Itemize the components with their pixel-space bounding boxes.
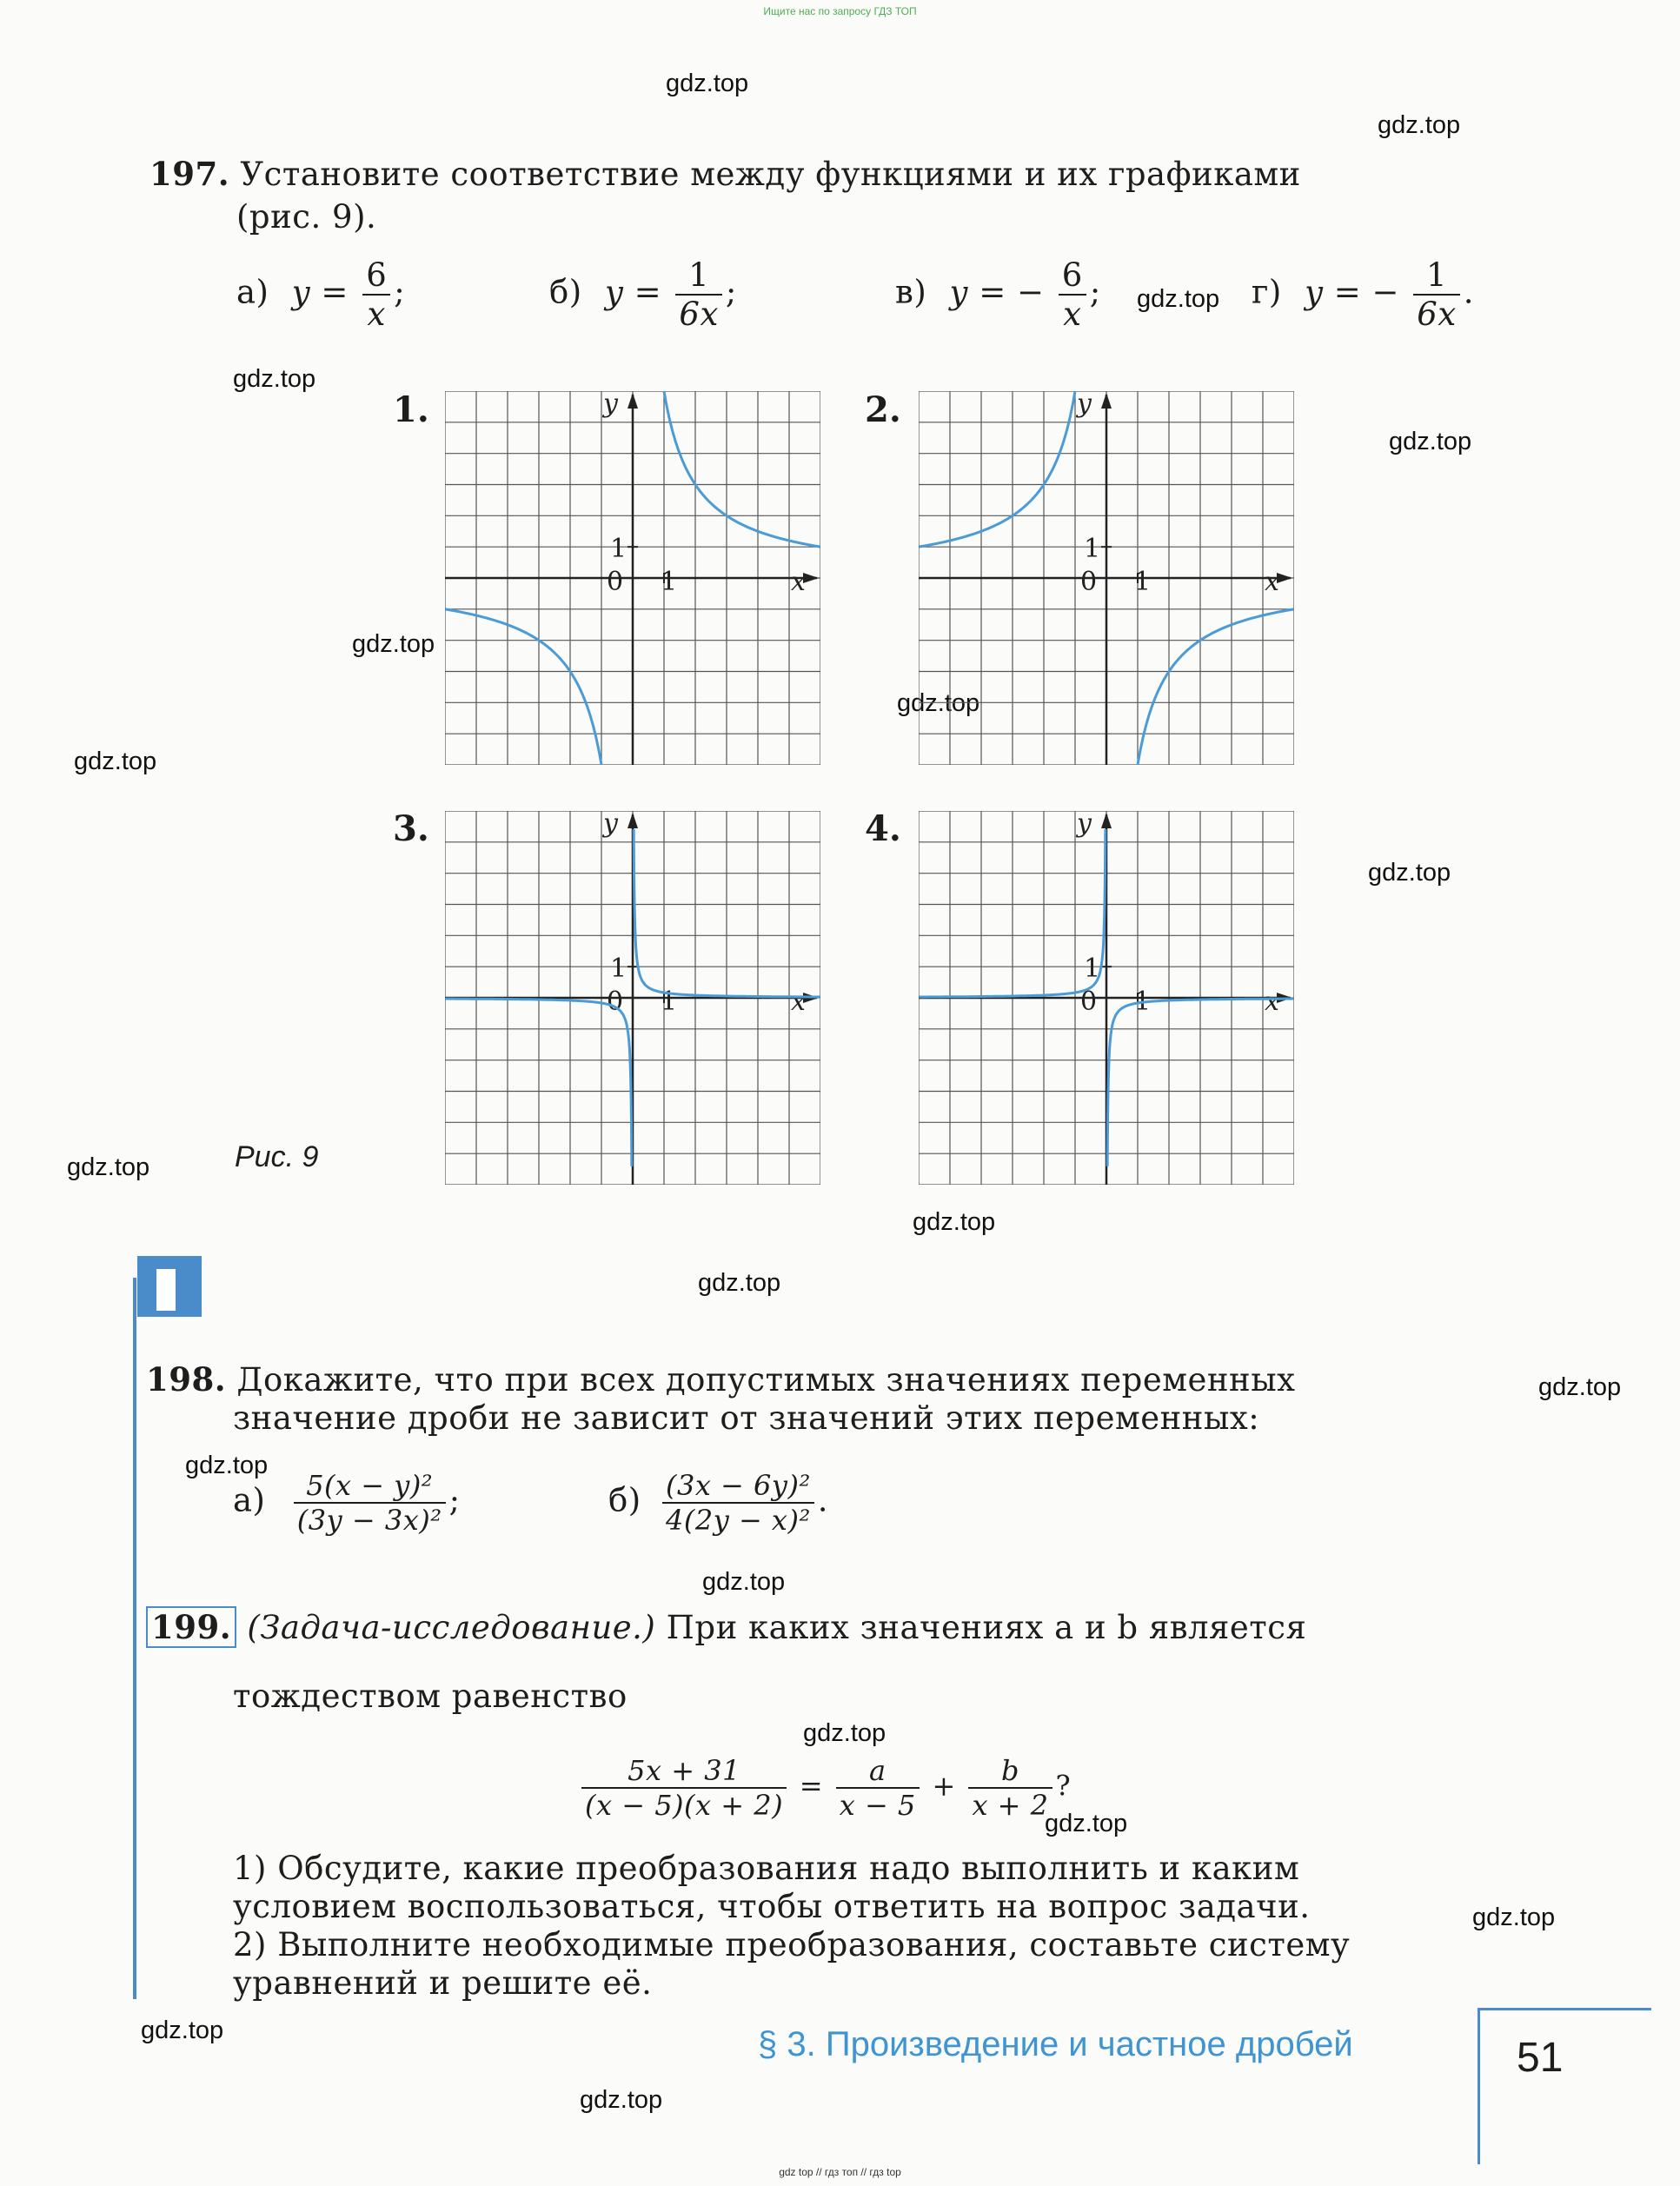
problem-lead: (Задача-исследование.): [247, 1609, 656, 1646]
y-axis-arrow: [1101, 393, 1112, 409]
watermark: gdz.top: [352, 630, 435, 658]
option-b: б) $\frac{\text{(3x − 6y)²}}{\text{4(2y − x)²}}$ .: [608, 1469, 829, 1537]
bottom-banner: gdz top // гдз топ // гдз top: [779, 2166, 901, 2178]
problem-text: Докажите, что при всех допустимых значениях переменных: [236, 1361, 1296, 1399]
section-footer: § 3. Произведение и частное дробей: [758, 2025, 1353, 2063]
watermark: gdz.top: [1538, 1373, 1622, 1401]
problem-199-line1: [146, 1608, 1306, 1646]
y-unit-label: 1: [1084, 534, 1101, 565]
watermark: gdz.top: [1368, 859, 1451, 887]
page-number-frame-top: [1477, 2008, 1651, 2010]
problem-199-line2: тождеством равенство: [233, 1678, 628, 1715]
y-axis-label: y: [603, 811, 618, 839]
option-v: в) y = − $\frac{6}{x}$ ;: [895, 256, 1101, 333]
watermark: gdz.top: [913, 1208, 996, 1236]
watermark: gdz.top: [141, 2017, 224, 2044]
hyperbola-branch: [663, 391, 820, 547]
option-a: а) $\frac{\text{5(x − y)²}}{\text{(3y − 3x)²}}$ ;: [233, 1469, 461, 1537]
watermark: gdz.top: [1045, 1810, 1128, 1837]
problem-text: Установите соответствие между функциями и их графиками: [240, 156, 1301, 193]
graph-1: [445, 391, 820, 765]
problem-text: При каких значениях a и b является: [666, 1609, 1307, 1646]
watermark: gdz.top: [233, 365, 316, 393]
figure-caption: Рис. 9: [235, 1140, 319, 1173]
watermark: gdz.top: [74, 747, 157, 775]
graph-2: [919, 391, 1294, 765]
page-number-frame: [1477, 2008, 1480, 2164]
graph-label-3: 3.: [393, 808, 429, 849]
section-marker-inner: [156, 1269, 176, 1311]
option-b: б) y = $\frac{1}{6x}$ ;: [549, 256, 737, 333]
hyperbola-branch: [445, 609, 601, 765]
hyperbola-branch: [919, 391, 1075, 547]
problem-number: 198.: [146, 1360, 227, 1399]
y-axis-label: y: [1077, 811, 1092, 839]
x-unit-label: 1: [661, 987, 678, 1017]
watermark: gdz.top: [666, 70, 749, 97]
option-a: а) y = $\frac{6}{x}$ ;: [236, 256, 406, 333]
watermark: gdz.top: [67, 1153, 150, 1181]
item-2-line1: 2) Выполните необходимые преобразования, составьте систему: [233, 1926, 1351, 1963]
y-axis-arrow: [628, 393, 638, 409]
x-axis-label: x: [1265, 987, 1279, 1017]
origin-label: 0: [607, 567, 624, 597]
graph-label-1: 1.: [393, 389, 429, 430]
option-g: г) y = − $\frac{1}{6x}$ .: [1252, 256, 1474, 333]
sidebar-line: [133, 1278, 136, 1999]
watermark: gdz.top: [185, 1452, 269, 1479]
y-axis-arrow: [628, 813, 638, 828]
item-1-line1: 1) Обсудите, какие преобразования надо выполнить и каким: [233, 1850, 1300, 1887]
problem-number: 197.: [149, 155, 230, 193]
problem-198-line2: значение дроби не зависит от значений этих переменных:: [233, 1399, 1260, 1437]
x-axis-label: x: [791, 567, 806, 597]
x-axis-label: x: [1265, 567, 1279, 597]
identity-equation: $\frac{5x + 31}{(x - 5)(x + 2)}$ = $\frac{a}{x - 5}$ + $\frac{b}{x + 2}$ ?: [578, 1754, 1071, 1822]
problem-198-line1: [146, 1360, 1296, 1399]
y-unit-label: 1: [610, 534, 628, 565]
x-axis-label: x: [791, 987, 806, 1017]
problem-197-line2: (рис. 9).: [236, 198, 377, 236]
y-unit-label: 1: [610, 953, 628, 985]
watermark: gdz.top: [702, 1568, 786, 1596]
y-axis-label: y: [1077, 391, 1092, 419]
y-axis-arrow: [1101, 813, 1112, 828]
watermark: gdz.top: [698, 1269, 781, 1297]
origin-label: 0: [1080, 567, 1098, 597]
hyperbola-branch: [1137, 609, 1293, 765]
y-unit-label: 1: [1084, 953, 1101, 985]
problem-197-line1: [149, 155, 1301, 193]
x-unit-label: 1: [1134, 987, 1152, 1017]
watermark: gdz.top: [1137, 285, 1220, 313]
watermark: gdz.top: [1472, 1904, 1556, 1931]
watermark: gdz.top: [1378, 111, 1461, 139]
top-banner: Ищите нас по запросу ГДЗ ТОП: [763, 5, 917, 17]
problem-number: 199.: [146, 1606, 236, 1648]
graph-3: [445, 811, 820, 1185]
x-unit-label: 1: [661, 567, 678, 597]
graph-label-4: 4.: [865, 808, 901, 849]
x-unit-label: 1: [1134, 567, 1152, 597]
y-axis-label: y: [603, 391, 618, 419]
origin-label: 0: [607, 987, 624, 1017]
item-1-line2: условием воспользоваться, чтобы ответить на вопрос задачи.: [233, 1888, 1311, 1925]
origin-label: 0: [1080, 987, 1098, 1017]
graph-4: [919, 811, 1294, 1185]
graph-label-2: 2.: [865, 389, 901, 430]
item-2-line2: уравнений и решите её.: [233, 1964, 653, 2002]
watermark: gdz.top: [803, 1719, 886, 1747]
watermark: gdz.top: [580, 2086, 663, 2114]
page-number: 51: [1517, 2035, 1564, 2081]
watermark: gdz.top: [897, 689, 980, 717]
watermark: gdz.top: [1389, 428, 1472, 455]
